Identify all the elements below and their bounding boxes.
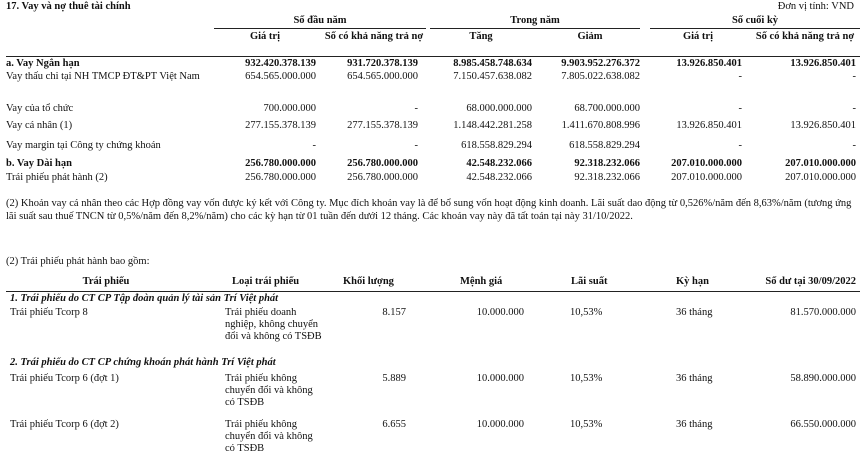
loans-header-rule [6, 56, 860, 57]
bond-header-qty: Khối lượng [343, 276, 394, 287]
cell-closing-value: 207.010.000.000 [671, 172, 742, 183]
unit-label: Đơn vị tính: VND [777, 1, 854, 12]
cell-closing-value: 207.010.000.000 [671, 158, 742, 169]
bond-group-2: 2. Trái phiếu do CT CP chứng khoán phát hành Trí Việt phát [10, 357, 276, 368]
bond-term: 36 tháng [676, 373, 713, 384]
cell-opening-repayable: 654.565.000.000 [347, 71, 418, 82]
cell-closing-value: - [738, 103, 742, 114]
bond-header-term: Kỳ hạn [676, 276, 709, 287]
row-label: Vay thấu chi tại NH TMCP ĐT&PT Việt Nam [6, 71, 200, 82]
bond-balance: 81.570.000.000 [790, 307, 856, 318]
row-label: Vay cá nhân (1) [6, 120, 73, 131]
cell-increase: 42.548.232.066 [466, 172, 532, 183]
cell-opening-repayable: 931.720.378.139 [347, 58, 418, 69]
group-underline-closing [650, 28, 860, 29]
cell-opening-repayable: 277.155.378.139 [347, 120, 418, 131]
group-underline-during-year [430, 28, 640, 29]
bond-par: 10.000.000 [476, 373, 524, 384]
bond-balance: 66.550.000.000 [790, 419, 856, 430]
bond-par: 10.000.000 [476, 307, 524, 318]
cell-increase: 68.000.000.000 [466, 103, 532, 114]
cell-opening-repayable: 256.780.000.000 [347, 172, 418, 183]
row-label: Vay của tổ chức [6, 103, 74, 114]
cell-increase: 42.548.232.066 [466, 158, 532, 169]
bond-term: 36 tháng [676, 419, 713, 430]
cell-closing-value: - [738, 71, 742, 82]
bond-header-balance: Số dư tại 30/09/2022 [765, 276, 856, 287]
bond-header-par: Mệnh giá [460, 276, 503, 287]
subheader-opening-value: Giá trị [249, 31, 281, 42]
group-header-opening: Số đầu năm [293, 15, 347, 26]
note-personal-loans: (2) Khoản vay cá nhân theo các Hợp đồng vay vốn được ký kết với Công ty. Mục đích khoản vay là để bổ sung vốn hoạt động kinh doanh. Lãi suất dao động từ 0,526%/năm đến 8,63%/năm (tương ứng lãi suất sau thuế TNCN từ 0,5%/năm đến 8,2%/năm) cho các kỳ hạn từ 01 tuần đến dưới 12 tháng. Các khoản vay này đã tất toán tại này 31/10/2022. [6, 198, 852, 222]
cell-opening-value: 932.420.378.139 [245, 58, 316, 69]
section-title: 17. Vay và nợ thuê tài chính [6, 1, 131, 12]
subheader-increase: Tăng [469, 31, 493, 42]
bond-header-type: Loại trái phiếu [232, 276, 300, 287]
row-label: b. Vay Dài hạn [6, 158, 72, 169]
bond-header-rate: Lãi suất [571, 276, 608, 287]
bond-name: Trái phiếu Tcorp 8 [10, 307, 88, 318]
bond-rate: 10,53% [570, 307, 603, 318]
row-label: a. Vay Ngắn hạn [6, 58, 80, 69]
bond-name: Trái phiếu Tcorp 6 (đợt 2) [10, 419, 119, 430]
bond-type: Trái phiếu không chuyển đổi và không có TSĐB [225, 419, 313, 454]
subheader-closing-value: Giá trị [682, 31, 714, 42]
group-underline-opening [214, 28, 426, 29]
cell-increase: 8.985.458.748.634 [453, 58, 532, 69]
cell-decrease: 7.805.022.638.082 [561, 71, 640, 82]
cell-opening-value: 256.780.000.000 [245, 172, 316, 183]
cell-increase: 1.148.442.281.258 [453, 120, 532, 131]
note-bonds-intro: (2) Trái phiếu phát hành bao gồm: [6, 256, 150, 267]
cell-decrease: 92.318.232.066 [574, 172, 640, 183]
cell-closing-value: - [738, 140, 742, 151]
cell-opening-value: - [312, 140, 316, 151]
bond-name: Trái phiếu Tcorp 6 (đợt 1) [10, 373, 119, 384]
cell-closing-repayable: 13.926.850.401 [790, 120, 856, 131]
cell-closing-repayable: - [852, 71, 856, 82]
cell-opening-repayable: 256.780.000.000 [347, 158, 418, 169]
cell-closing-repayable: 207.010.000.000 [785, 158, 856, 169]
cell-closing-repayable: 13.926.850.401 [790, 58, 856, 69]
cell-opening-value: 654.565.000.000 [245, 71, 316, 82]
bonds-header-rule [6, 291, 860, 292]
cell-decrease: 1.411.670.808.996 [561, 120, 640, 131]
cell-opening-value: 700.000.000 [263, 103, 316, 114]
bond-rate: 10,53% [570, 419, 603, 430]
cell-closing-repayable: - [852, 103, 856, 114]
subheader-opening-repayable: Số có khả năng trả nợ [324, 31, 424, 42]
bond-rate: 10,53% [570, 373, 603, 384]
bond-qty: 8.157 [382, 307, 406, 318]
bond-header-name: Trái phiếu [82, 276, 130, 287]
cell-increase: 618.558.829.294 [461, 140, 532, 151]
subheader-decrease: Giảm [577, 31, 603, 42]
cell-decrease: 68.700.000.000 [574, 103, 640, 114]
cell-closing-repayable: 207.010.000.000 [785, 172, 856, 183]
cell-closing-repayable: - [852, 140, 856, 151]
cell-decrease: 92.318.232.066 [574, 158, 640, 169]
bond-par: 10.000.000 [476, 419, 524, 430]
cell-opening-repayable: - [414, 103, 418, 114]
cell-decrease: 9.903.952.276.372 [561, 58, 640, 69]
row-label: Trái phiếu phát hành (2) [6, 172, 108, 183]
group-header-during-year: Trong năm [510, 15, 560, 26]
cell-closing-value: 13.926.850.401 [676, 120, 742, 131]
cell-closing-value: 13.926.850.401 [676, 58, 742, 69]
row-label: Vay margin tại Công ty chứng khoán [6, 140, 161, 151]
bond-qty: 5.889 [382, 373, 406, 384]
bond-type: Trái phiếu doanh nghiệp, không chuyển đổi và không có TSĐB [225, 307, 322, 342]
cell-decrease: 618.558.829.294 [569, 140, 640, 151]
bond-qty: 6.655 [382, 419, 406, 430]
cell-opening-repayable: - [414, 140, 418, 151]
bond-term: 36 tháng [676, 307, 713, 318]
bond-type: Trái phiếu không chuyển đổi và không có TSĐB [225, 373, 313, 408]
bond-group-1: 1. Trái phiếu do CT CP Tập đoàn quản lý tài sản Trí Việt phát [10, 293, 279, 304]
group-header-closing: Số cuối kỳ [731, 15, 779, 26]
subheader-closing-repayable: Số có khả năng trả nợ [755, 31, 855, 42]
cell-opening-value: 256.780.000.000 [245, 158, 316, 169]
bond-balance: 58.890.000.000 [790, 373, 856, 384]
cell-opening-value: 277.155.378.139 [245, 120, 316, 131]
cell-increase: 7.150.457.638.082 [453, 71, 532, 82]
